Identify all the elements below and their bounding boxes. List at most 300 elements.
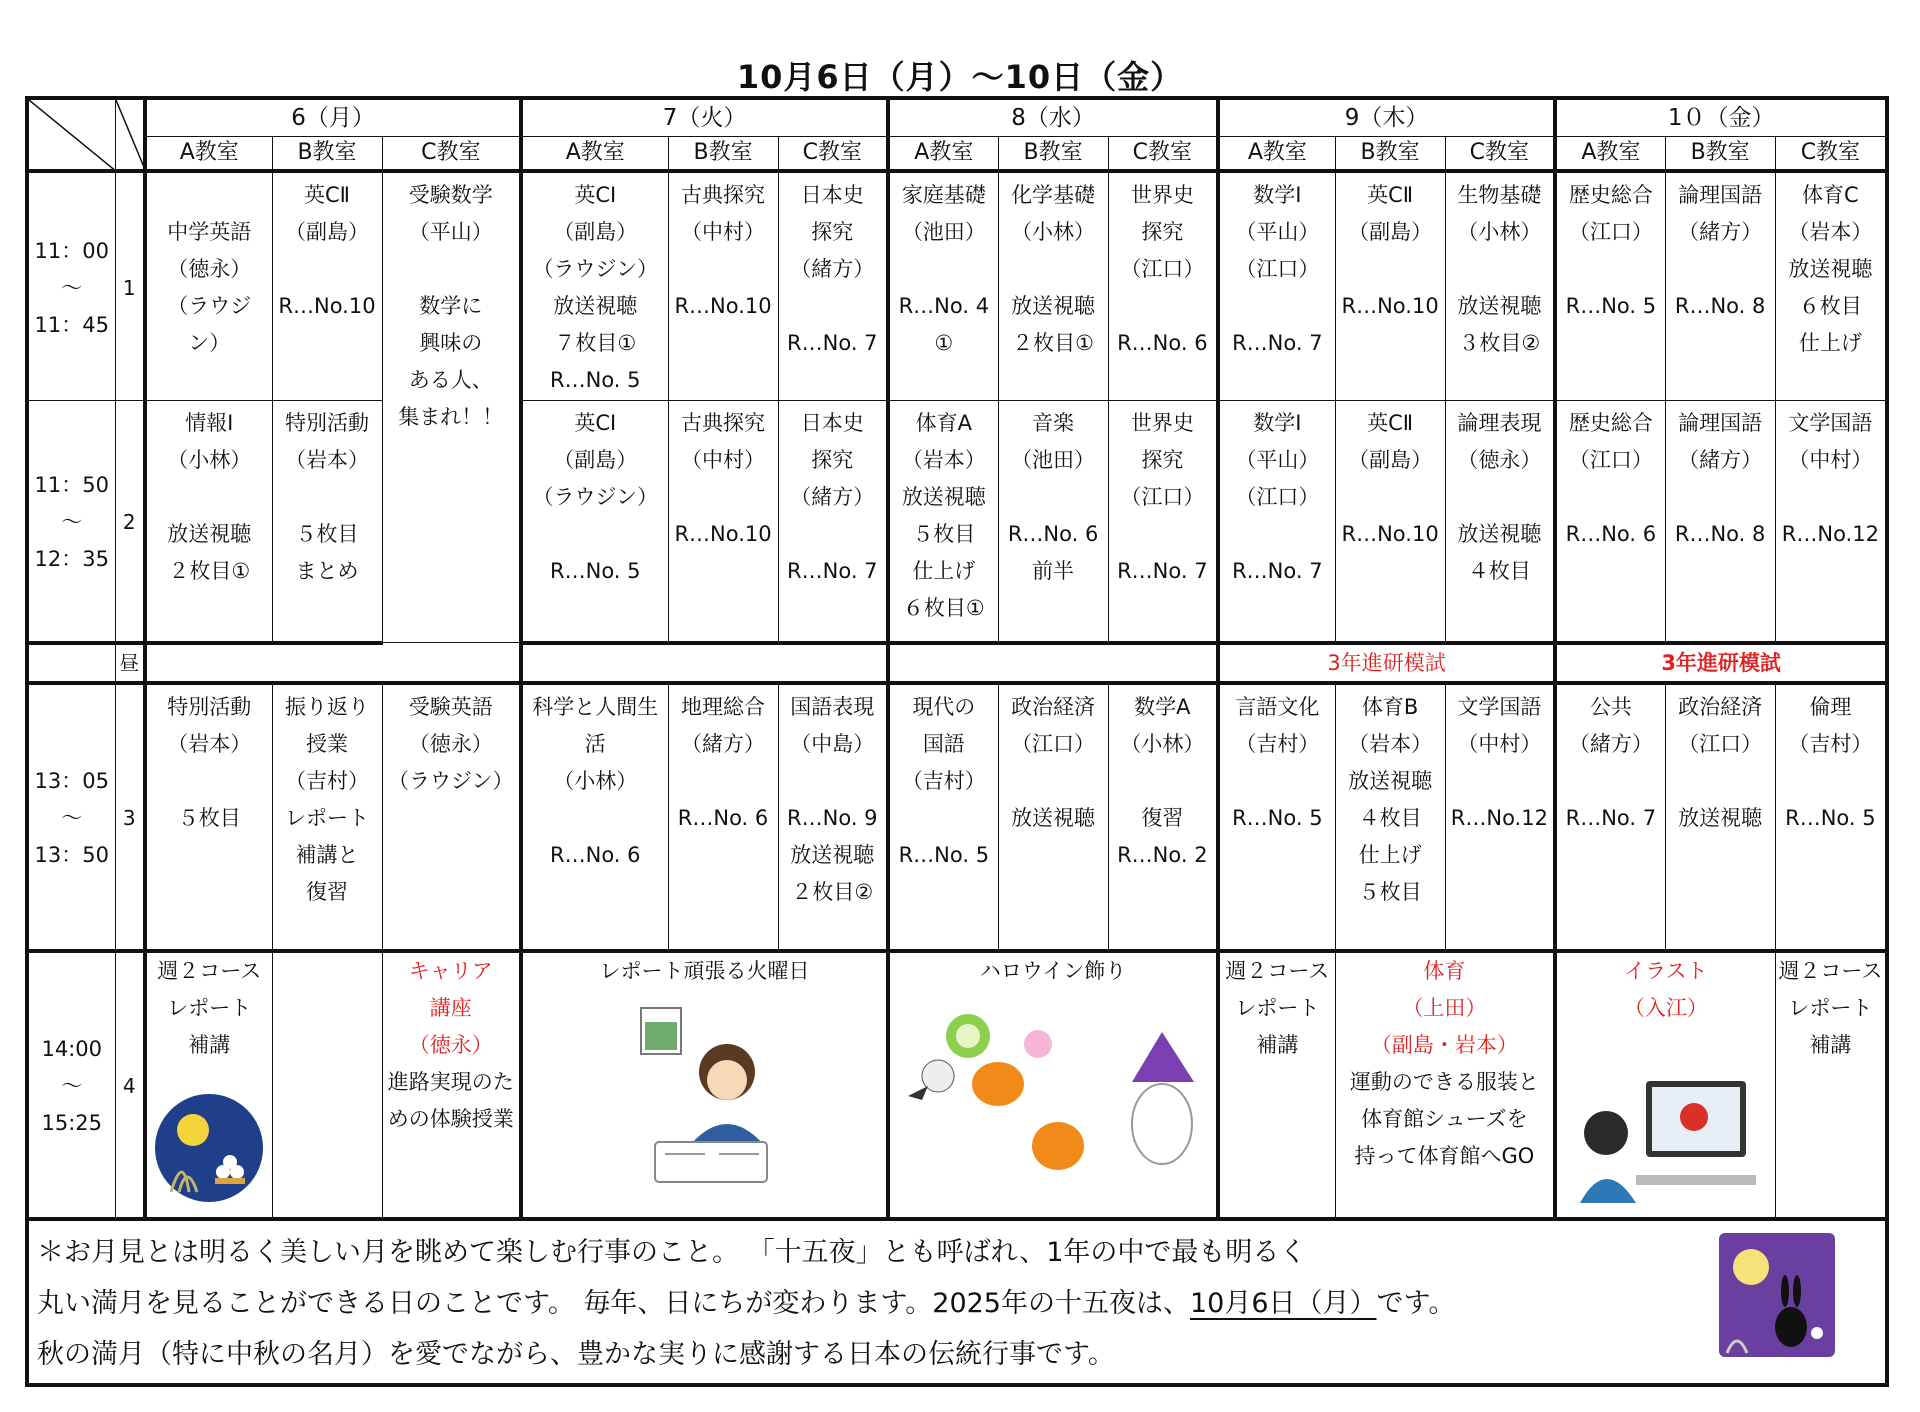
- cell-line: 論理表現: [1457, 411, 1542, 435]
- lesson-cell: [272, 683, 382, 951]
- lesson-cell: [272, 171, 382, 401]
- cell-line: [891, 251, 997, 288]
- room-header: C教室: [1445, 136, 1555, 171]
- cell-line: （中村）: [1788, 448, 1873, 472]
- room-header: B教室: [272, 136, 382, 171]
- cell-line: R…No. 8: [1674, 522, 1766, 546]
- cell-line: （吉村）: [901, 768, 986, 793]
- lunch-fri-exam: 3年進研模試: [1555, 643, 1887, 683]
- note-line-3: 秋の満月（特に中秋の名月）を愛でながら、豊かな実りに感謝する日本の伝統行事です。: [37, 1338, 1115, 1370]
- cell-line: まとめ: [295, 559, 359, 583]
- cell-line: 化学基礎: [1011, 182, 1096, 207]
- lesson-cell: [1665, 401, 1775, 643]
- lesson-cell-fri-ab: [1555, 951, 1775, 1219]
- lesson-cell: [1775, 171, 1887, 401]
- lesson-cell: [1108, 401, 1218, 643]
- cell-line: 探究: [1141, 219, 1184, 244]
- cell-line: [1000, 763, 1107, 800]
- period-number: 4: [115, 951, 145, 1219]
- cell-line: 英CⅠ: [574, 411, 617, 435]
- cell-line: [1777, 763, 1885, 800]
- cell-line: [274, 479, 381, 516]
- lesson-cell: [1335, 683, 1445, 951]
- cell-line: （小林）: [1011, 219, 1096, 244]
- cell-line: [1447, 479, 1553, 516]
- cell-line: R…No. 5: [1232, 805, 1323, 830]
- cell-line: （緒方）: [790, 256, 875, 281]
- cell-line: （小林）: [1457, 219, 1542, 244]
- lesson-cell: [668, 401, 778, 643]
- lesson-cell-mon-a: [145, 951, 272, 1219]
- cell-line: （池田）: [901, 219, 986, 244]
- cell-line: 仕上げ: [912, 559, 976, 583]
- cell-line: [1337, 479, 1444, 516]
- cell-line: R…No. 6: [1565, 522, 1657, 546]
- cell-line: R…No. 7: [787, 330, 878, 355]
- cell-line: 数学Ⅰ: [1253, 411, 1302, 435]
- cell-line: [1337, 251, 1444, 288]
- student-studying-illustration: [635, 1004, 775, 1189]
- cell-line: 論理国語: [1678, 182, 1763, 207]
- lesson-cell: [145, 683, 272, 951]
- cell-line: [1667, 251, 1774, 288]
- lesson-cell: [272, 401, 382, 643]
- lesson-cell: [1555, 401, 1665, 643]
- cell-line: 補講: [1256, 1032, 1299, 1057]
- cell-line: R…No. 5: [550, 367, 641, 392]
- cell-line: 情報Ⅰ: [185, 411, 234, 435]
- cell-line: イラスト: [1624, 958, 1708, 983]
- cell-line: （中村）: [681, 448, 766, 472]
- lesson-cell: [1335, 401, 1445, 643]
- cell-line: 週２コース: [157, 958, 262, 983]
- lesson-cell: [521, 683, 668, 951]
- cell-line: （ラウジン）: [532, 485, 659, 509]
- cell-line: 講座: [429, 995, 472, 1020]
- lesson-cell: [382, 683, 521, 951]
- cell-line: [1777, 479, 1885, 516]
- cell-line: 現代の: [912, 694, 976, 719]
- lesson-cell: [998, 401, 1108, 643]
- cell-line: （岩本）: [1348, 731, 1433, 756]
- cell-line: 放送視聴: [1457, 522, 1542, 546]
- cell-line: 古典探究: [681, 411, 766, 435]
- room-header: A教室: [1218, 136, 1335, 171]
- rabbit-moon-illustration: [1719, 1233, 1835, 1357]
- cell-line: （岩本）: [901, 448, 986, 472]
- cell-line: 興味の: [419, 330, 483, 355]
- cell-line: 仕上げ: [1358, 842, 1422, 867]
- lesson-cell: [778, 171, 888, 401]
- cell-line: R…No. 7: [787, 559, 878, 583]
- halloween-decoration-illustration: [898, 996, 1208, 1186]
- cell-line: 英CⅡ: [304, 182, 350, 207]
- cell-line: R…No. 7: [1565, 805, 1657, 830]
- cell-line: [148, 479, 271, 516]
- cell-line: [1110, 288, 1216, 325]
- note-line-1: ＊お月見とは明るく美しい月を眺めて楽しむ行事のこと。 「十五夜」とも呼ばれ、1年の中で最も明るく: [37, 1236, 1307, 1268]
- cell-line: 探究: [1141, 448, 1184, 472]
- lesson-cell: [1555, 683, 1665, 951]
- room-header: B教室: [668, 136, 778, 171]
- cell-line: [670, 251, 777, 288]
- cell-line: [524, 800, 667, 837]
- cell-line: R…No. 7: [1117, 559, 1208, 583]
- cell-line: 数学に: [419, 293, 483, 318]
- cell-line: 古典探究: [681, 182, 766, 207]
- cell-line: 家庭基礎: [901, 182, 986, 207]
- cell-line: R…No. 5: [1785, 805, 1876, 830]
- cell-line: （吉村）: [285, 768, 369, 793]
- cell-line: （副島）: [1348, 448, 1433, 472]
- lesson-cell: [668, 171, 778, 401]
- cell-line: ６枚目: [1798, 293, 1862, 318]
- day-header-wed: 8（水）: [888, 98, 1218, 136]
- cell-line: [274, 251, 381, 288]
- cell-line: レポート: [1788, 995, 1873, 1020]
- lesson-cell: [1445, 171, 1555, 401]
- lesson-cell: [1445, 683, 1555, 951]
- room-header: B教室: [1665, 136, 1775, 171]
- cell-line: R…No.10: [278, 293, 376, 318]
- cell-line: [1558, 251, 1664, 288]
- cell-line: （徳永）: [1457, 448, 1542, 472]
- room-header: A教室: [1555, 136, 1665, 171]
- cell-line: 文学国語: [1457, 694, 1542, 719]
- cell-line: （江口）: [1568, 219, 1653, 244]
- cell-line: 活: [584, 731, 606, 756]
- cell-line: [384, 251, 519, 288]
- diagonal-line-icon: [29, 100, 115, 171]
- day-header-thu: 9（木）: [1218, 98, 1555, 136]
- cell-line: （徳永）: [167, 256, 252, 281]
- cell-line: [1558, 763, 1664, 800]
- lesson-cell: [1335, 171, 1445, 401]
- cell-line: （小林）: [1120, 731, 1205, 756]
- lunch-mon: [145, 643, 521, 683]
- lesson-cell-fri-c: [1775, 951, 1887, 1219]
- period-time: 13：05 〜 13：50: [27, 683, 115, 951]
- lesson-cell-thu-bc: [1335, 951, 1555, 1219]
- cell-line: 体育C: [1802, 182, 1859, 207]
- lesson-cell: [1665, 683, 1775, 951]
- cell-line: 復習: [1141, 805, 1184, 830]
- lesson-cell: [888, 683, 998, 951]
- lesson-cell: [1555, 171, 1665, 401]
- lesson-cell: [1108, 683, 1218, 951]
- cell-line: 国語: [922, 731, 965, 756]
- cell-line: [1667, 479, 1774, 516]
- cell-line: 体育A: [915, 411, 972, 435]
- cell-line: 放送視聴: [553, 293, 638, 318]
- cell-line: 日本史: [800, 411, 864, 435]
- cell-line: （緒方）: [1568, 731, 1653, 756]
- period-number: 2: [115, 401, 145, 643]
- cell-line: 体育B: [1361, 694, 1419, 719]
- cell-line: （緒方）: [1678, 448, 1763, 472]
- cell-line: （小林）: [553, 768, 638, 793]
- cell-line: 日本史: [800, 182, 864, 207]
- lesson-cell: [1218, 683, 1335, 951]
- cell-line: （江口）: [1011, 731, 1096, 756]
- cell-line: 歴史総合: [1568, 411, 1653, 435]
- cell-line: [1000, 479, 1107, 516]
- cell-line: R…No.10: [1341, 522, 1439, 546]
- cell-line: [780, 288, 886, 325]
- cell-line: 放送視聴: [1457, 293, 1542, 318]
- cell-line: （ラウジン）: [388, 768, 514, 793]
- cell-line: R…No. 7: [1232, 559, 1323, 583]
- lesson-cell: [1218, 401, 1335, 643]
- lunch-label: 昼: [115, 643, 145, 683]
- cell-line: 英CⅠ: [574, 182, 617, 207]
- cell-line: 英CⅡ: [1367, 182, 1414, 207]
- cell-line: [670, 479, 777, 516]
- cell-line: 文学国語: [1788, 411, 1873, 435]
- room-header: A教室: [521, 136, 668, 171]
- lesson-cell: [888, 171, 998, 401]
- cell-line: R…No.12: [1450, 805, 1548, 830]
- cell-line: （岩本）: [285, 448, 369, 472]
- cell-line: 英CⅡ: [1367, 411, 1414, 435]
- cell-line: ５枚目: [912, 522, 976, 546]
- cell-line: キャリア: [408, 958, 493, 983]
- lunch-blank: [27, 643, 115, 683]
- cell-line: （緒方）: [681, 731, 766, 756]
- lesson-cell: [778, 683, 888, 951]
- cell-line: （江口）: [1120, 256, 1205, 281]
- cell-line: 放送視聴: [1348, 768, 1433, 793]
- cell-line: 受験数学: [408, 182, 493, 207]
- room-header: C教室: [382, 136, 521, 171]
- cell-line: 受験英語: [408, 694, 493, 719]
- lesson-cell: [998, 683, 1108, 951]
- cell-line: 公共: [1589, 694, 1632, 719]
- cell-line: [148, 177, 271, 214]
- cell-line: [1221, 763, 1334, 800]
- cell-line: （徳永）: [408, 1032, 493, 1057]
- cell-line: 中学英語: [167, 219, 252, 244]
- cell-line: ３枚目②: [1458, 330, 1541, 355]
- cell-line: ５枚目: [177, 805, 241, 830]
- cell-line: [148, 763, 271, 800]
- cell-line: 前半: [1032, 559, 1075, 583]
- cell-line: ある人、: [408, 367, 493, 392]
- cell-line: R…No.10: [1341, 293, 1439, 318]
- cell-line: （副島・岩本）: [1370, 1032, 1518, 1057]
- lesson-cell: [1665, 171, 1775, 401]
- cell-line: 体育: [1423, 958, 1466, 983]
- cell-line: 国語表現: [790, 694, 875, 719]
- cell-line: （岩本）: [1788, 219, 1873, 244]
- cell-line: （副島）: [553, 219, 638, 244]
- room-header: B教室: [1335, 136, 1445, 171]
- cell-line: 振り返り: [285, 694, 369, 719]
- cell-line: （徳永）: [408, 731, 493, 756]
- cell-line: 数学Ⅰ: [1253, 182, 1302, 207]
- cell-line: R…No.10: [674, 293, 772, 318]
- cell-line: R…No.10: [674, 522, 772, 546]
- note-date: 10月6日（月）: [1189, 1287, 1377, 1319]
- cell-line: （副島）: [1348, 219, 1433, 244]
- cell-line: R…No. 5: [550, 559, 641, 583]
- room-header: C教室: [1775, 136, 1887, 171]
- corner-cell: [27, 98, 115, 171]
- cell-line: 論理国語: [1678, 411, 1763, 435]
- cell-line: レポート頑張る火曜日: [599, 958, 810, 983]
- cell-line: レポート: [1235, 995, 1320, 1020]
- cell-line: R…No. 6: [1117, 330, 1208, 355]
- cell-line: （副島）: [553, 448, 638, 472]
- cell-line: （緒方）: [1678, 219, 1763, 244]
- cell-line: 世界史: [1130, 411, 1194, 435]
- lesson-cell-mon-c: [382, 951, 521, 1219]
- cell-line: ４枚目: [1467, 559, 1531, 583]
- cell-line: ５枚目: [1358, 879, 1422, 904]
- lesson-cell-thu-a: [1218, 951, 1335, 1219]
- cell-line: ハロウイン飾り: [979, 958, 1127, 983]
- cell-line: [780, 516, 886, 553]
- diagonal-line-icon: [116, 100, 146, 171]
- cell-line: ２枚目①: [168, 559, 251, 583]
- lesson-cell: [145, 401, 272, 643]
- cell-line: 言語文化: [1235, 694, 1320, 719]
- cell-line: ２枚目②: [791, 879, 874, 904]
- cell-line: （ラウジ: [167, 293, 252, 318]
- cell-line: （岩本）: [167, 731, 252, 756]
- cell-line: めの体験授業: [387, 1106, 514, 1131]
- cell-line: R…No. 5: [898, 842, 990, 867]
- cell-line: 世界史: [1130, 182, 1194, 207]
- cell-line: [1447, 763, 1553, 800]
- cell-line: R…No. 9: [787, 805, 878, 830]
- cell-line: （江口）: [1678, 731, 1763, 756]
- lunch-thu-exam: 3年進研模試: [1218, 643, 1555, 683]
- lunch-wed: [888, 643, 1218, 683]
- cell-line: 歴史総合: [1568, 182, 1653, 207]
- cell-line: [1000, 251, 1107, 288]
- cell-line: R…No. 2: [1117, 842, 1208, 867]
- cell-line: [1558, 479, 1664, 516]
- cell-line: 持って体育館へGO: [1354, 1143, 1535, 1168]
- day-header-mon: 6（月）: [145, 98, 521, 136]
- cell-line: R…No. 6: [1007, 522, 1099, 546]
- illustration-drawing-illustration: [1576, 1075, 1756, 1205]
- cell-line: 集まれ！！: [398, 404, 504, 429]
- period-number: 1: [115, 171, 145, 401]
- cell-line: 補講: [1809, 1032, 1852, 1057]
- cell-line: [1110, 516, 1216, 553]
- note-box: [27, 1219, 1887, 1385]
- room-header: A教室: [145, 136, 272, 171]
- cell-line: 放送視聴: [1011, 293, 1096, 318]
- cell-line: レポート: [167, 995, 252, 1020]
- cell-line: 復習: [306, 879, 348, 904]
- cell-line: （入江）: [1623, 995, 1708, 1020]
- cell-line: 仕上げ: [1798, 330, 1862, 355]
- cell-line: （池田）: [1011, 448, 1096, 472]
- cell-line: R…No. 6: [677, 805, 769, 830]
- day-header-tue: 7（火）: [521, 98, 888, 136]
- cell-line: ２枚目①: [1012, 330, 1094, 355]
- cell-line: [780, 763, 886, 800]
- cell-line: （平山）: [408, 219, 493, 244]
- cell-line: 放送視聴: [1011, 805, 1096, 830]
- lesson-cell: [145, 171, 272, 401]
- lesson-cell: [888, 401, 998, 643]
- cell-line: R…No. 4: [898, 293, 990, 318]
- lunch-tue: [521, 643, 888, 683]
- cell-line: 数学A: [1134, 694, 1191, 719]
- period-number: 3: [115, 683, 145, 951]
- note-line-2: 丸い満月を見ることができる日のことです。 毎年、日にちが変わります。2025年の十五夜は、10月6日（月）です。: [37, 1287, 1456, 1319]
- cell-line: 週２コース: [1225, 958, 1330, 983]
- period-time: 11：00 〜 11：45: [27, 171, 115, 401]
- cell-line: 体育館シューズを: [1361, 1106, 1528, 1131]
- lesson-cell: [1775, 401, 1887, 643]
- cell-line: （中島）: [790, 731, 875, 756]
- lesson-cell-tue: [521, 951, 888, 1219]
- cell-line: 補講と: [295, 842, 359, 867]
- cell-line: （ラウジン）: [532, 256, 659, 281]
- cell-line: （江口）: [1235, 256, 1320, 281]
- cell-line: 探究: [811, 448, 854, 472]
- lesson-cell: [1218, 171, 1335, 401]
- cell-line: [670, 763, 777, 800]
- cell-line: 政治経済: [1678, 694, 1763, 719]
- cell-line: [1221, 516, 1334, 553]
- cell-line: （緒方）: [790, 485, 875, 509]
- cell-line: 授業: [306, 731, 348, 756]
- cell-line: 科学と人間生: [532, 694, 659, 719]
- cell-line: [891, 800, 997, 837]
- room-header: B教室: [998, 136, 1108, 171]
- cell-line: R…No.12: [1781, 522, 1879, 546]
- cell-line: 週２コース: [1778, 958, 1883, 983]
- cell-line: 放送視聴: [167, 522, 252, 546]
- cell-line: [1110, 763, 1216, 800]
- cell-line: （吉村）: [1788, 731, 1873, 756]
- cell-line: ７枚目①: [554, 330, 637, 355]
- lesson-cell: [1775, 683, 1887, 951]
- lesson-cell-wed: [888, 951, 1218, 1219]
- moon-viewing-illustration: [153, 1092, 265, 1204]
- room-header: C教室: [1108, 136, 1218, 171]
- cell-line: （平山）: [1235, 448, 1320, 472]
- cell-line: 補講: [188, 1032, 231, 1057]
- cell-line: [1221, 288, 1334, 325]
- cell-line: [524, 516, 667, 553]
- cell-line: （中村）: [681, 219, 766, 244]
- cell-line: R…No. 7: [1232, 330, 1323, 355]
- cell-line: 放送視聴: [790, 842, 875, 867]
- cell-line: ６枚目①: [902, 596, 985, 620]
- lesson-cell: [521, 171, 668, 401]
- lesson-cell: [998, 171, 1108, 401]
- cell-line: 特別活動: [167, 694, 252, 719]
- cell-line: 運動のできる服装と: [1349, 1069, 1539, 1094]
- cell-line: R…No. 8: [1674, 293, 1766, 318]
- period-time: 11：50 〜 12：35: [27, 401, 115, 643]
- cell-line: 進路実現のた: [387, 1069, 514, 1094]
- cell-line: 音楽: [1032, 411, 1075, 435]
- lesson-cell: [521, 401, 668, 643]
- lesson-cell: [778, 401, 888, 643]
- cell-line: [1447, 251, 1553, 288]
- lesson-cell: [1445, 401, 1555, 643]
- cell-line: 政治経済: [1011, 694, 1096, 719]
- cell-line: 地理総合: [681, 694, 766, 719]
